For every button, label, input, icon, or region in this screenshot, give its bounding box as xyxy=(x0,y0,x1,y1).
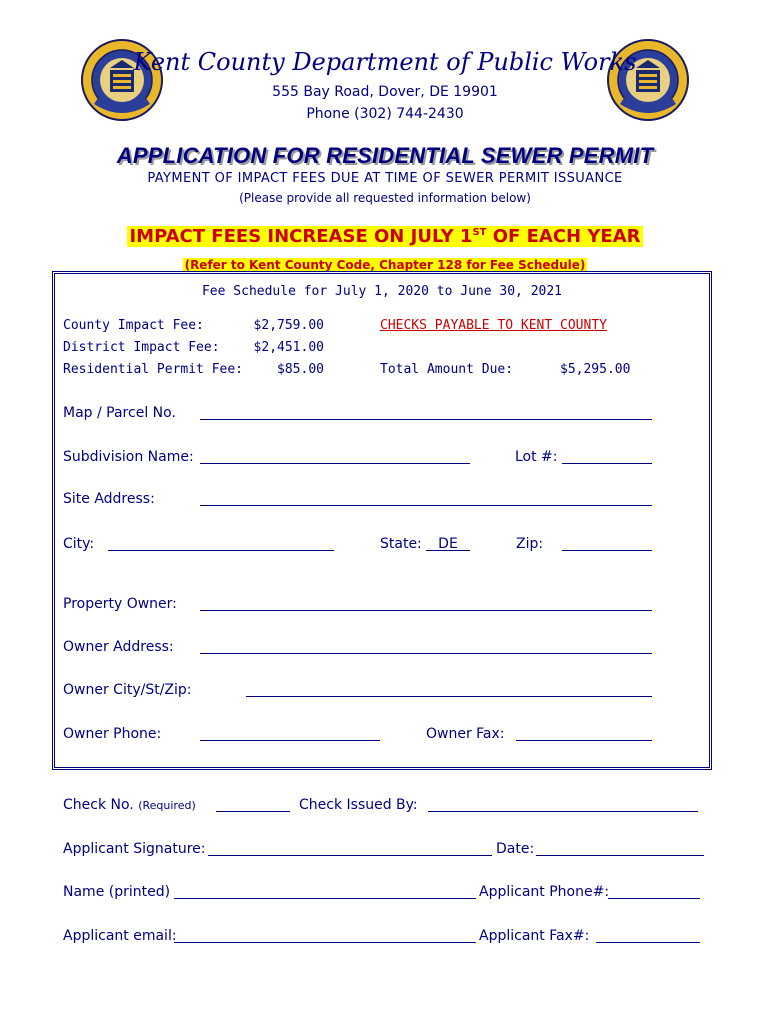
check-issued-by-label: Check Issued By: xyxy=(299,797,418,813)
city-field[interactable] xyxy=(108,550,334,551)
check-number-field[interactable] xyxy=(216,811,290,812)
site-address-field[interactable] xyxy=(200,505,652,506)
applicant-phone-field[interactable] xyxy=(608,898,700,899)
instruction-note: (Please provide all requested information below) xyxy=(239,191,531,205)
owner-city-state-zip-field[interactable] xyxy=(246,696,652,697)
total-amount-value: $5,295.00 xyxy=(560,362,631,377)
owner-phone-label: Owner Phone: xyxy=(63,726,162,742)
residential-permit-fee-value: $85.00 xyxy=(277,362,324,377)
owner-address-field[interactable] xyxy=(200,653,652,654)
property-owner-field[interactable] xyxy=(200,610,652,611)
applicant-signature-field[interactable] xyxy=(208,855,492,856)
applicant-phone-label: Applicant Phone#: xyxy=(479,884,610,900)
department-address: 555 Bay Road, Dover, DE 19901 xyxy=(272,84,498,100)
name-printed-field[interactable] xyxy=(174,898,476,899)
residential-permit-fee-label: Residential Permit Fee: xyxy=(63,362,244,377)
owner-fax-label: Owner Fax: xyxy=(426,726,505,742)
owner-city-state-zip-label: Owner City/St/Zip: xyxy=(63,682,192,698)
owner-phone-field[interactable] xyxy=(200,740,380,741)
name-printed-label: Name (printed) xyxy=(63,884,171,900)
impact-fee-notice: IMPACT FEES INCREASE ON JULY 1ST OF EACH YEAR xyxy=(129,226,641,247)
subdivision-name-label: Subdivision Name: xyxy=(63,449,194,465)
zip-label: Zip: xyxy=(516,536,544,552)
applicant-email-label: Applicant email: xyxy=(63,928,177,944)
applicant-fax-label: Applicant Fax#: xyxy=(479,928,590,944)
applicant-signature-label: Applicant Signature: xyxy=(63,841,206,857)
department-title: Kent County Department of Public Works xyxy=(133,48,637,76)
check-number-label: Check No. (Required) xyxy=(63,797,196,813)
date-label: Date: xyxy=(496,841,535,857)
date-field[interactable] xyxy=(536,855,704,856)
zip-field[interactable] xyxy=(562,550,652,551)
required-note: (Required) xyxy=(138,799,196,812)
lot-number-label: Lot #: xyxy=(515,449,558,465)
state-label: State: xyxy=(380,536,422,552)
payment-note: PAYMENT OF IMPACT FEES DUE AT TIME OF SEWER PERMIT ISSUANCE xyxy=(147,171,623,186)
district-impact-fee-label: District Impact Fee: xyxy=(63,340,220,355)
map-parcel-field[interactable] xyxy=(200,419,652,420)
lot-number-field[interactable] xyxy=(562,463,652,464)
application-title: APPLICATION FOR RESIDENTIAL SEWER PERMIT xyxy=(116,143,654,168)
county-impact-fee-label: County Impact Fee: xyxy=(63,318,204,333)
site-address-label: Site Address: xyxy=(63,491,155,507)
checks-payable-note: CHECKS PAYABLE TO KENT COUNTY xyxy=(380,318,607,333)
property-owner-label: Property Owner: xyxy=(63,596,177,612)
fee-schedule-title: Fee Schedule for July 1, 2020 to June 30, 2021 xyxy=(201,284,563,299)
department-phone: Phone (302) 744-2430 xyxy=(306,106,464,122)
fee-code-reference: (Refer to Kent County Code, Chapter 128 for Fee Schedule) xyxy=(184,258,586,272)
state-value[interactable]: DE xyxy=(438,536,458,552)
total-amount-label: Total Amount Due: xyxy=(380,362,514,377)
county-impact-fee-value: $2,759.00 xyxy=(253,318,324,333)
owner-address-label: Owner Address: xyxy=(63,639,174,655)
city-label: City: xyxy=(63,536,95,552)
subdivision-name-field[interactable] xyxy=(200,463,470,464)
map-parcel-label: Map / Parcel No. xyxy=(63,405,176,421)
applicant-fax-field[interactable] xyxy=(596,942,700,943)
check-issued-by-field[interactable] xyxy=(428,811,698,812)
district-impact-fee-value: $2,451.00 xyxy=(253,340,324,355)
state-field-line xyxy=(426,550,470,551)
applicant-email-field[interactable] xyxy=(174,942,476,943)
owner-fax-field[interactable] xyxy=(516,740,652,741)
